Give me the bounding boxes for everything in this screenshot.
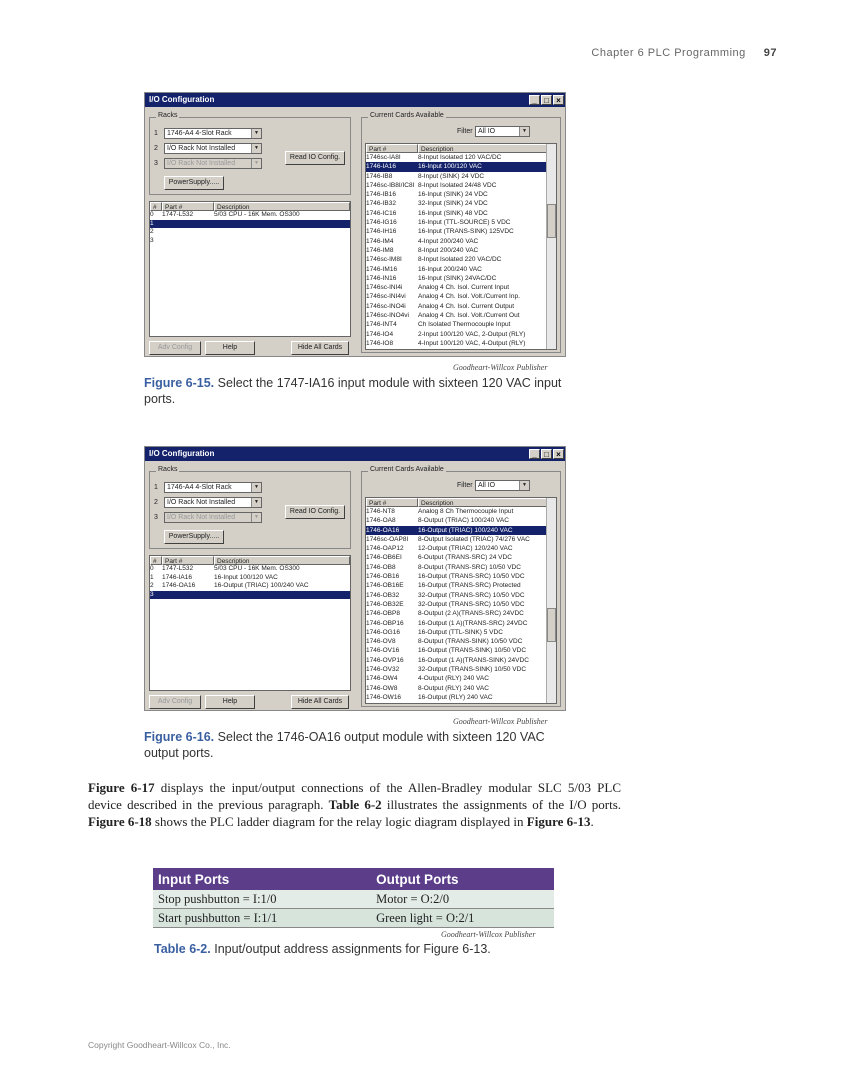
list-item[interactable]: 1746-OG16 16-Output (TTL-SINK) 5 VDC — [366, 628, 503, 636]
cards-rows — [366, 153, 556, 348]
scrollbar[interactable] — [546, 144, 556, 349]
col-hash: # — [150, 202, 162, 211]
list-item[interactable]: 1746-IG16 16-Input (TTL-SOURCE) 5 VDC — [366, 219, 511, 227]
list-item[interactable]: 1746-OV16 16-Output (TRANS-SINK) 10/50 VDC — [366, 647, 527, 655]
chevron-down-icon[interactable]: ▼ — [251, 483, 261, 492]
filter-label: Filter — [457, 128, 473, 135]
rack-2-value: I/O Rack Not Installed — [167, 145, 236, 152]
chapter-title: Chapter 6 PLC Programming — [591, 47, 746, 59]
list-item[interactable]: 1746-IB8 8-Input (SINK) 24 VDC — [366, 172, 485, 180]
list-item[interactable]: 1746-OB32 32-Output (TRANS-SRC) 10/50 VDC — [366, 591, 525, 599]
minimize-button[interactable]: _ — [529, 95, 540, 105]
list-item[interactable]: 1746-IB16 16-Input (SINK) 24 VDC — [366, 191, 488, 199]
page-number: 97 — [763, 47, 777, 59]
list-item[interactable]: 1746-IM8 8-Input 200/240 VAC — [366, 246, 479, 254]
table-row[interactable]: 0 1747-L532 5/03 CPU - 16K Mem. OS300 — [150, 211, 300, 218]
help-button[interactable]: Help — [205, 695, 255, 709]
hide-all-cards-button[interactable]: Hide All Cards — [291, 695, 349, 709]
cards-list-header — [366, 144, 556, 153]
list-item[interactable]: 1746-OB8 8-Output (TRANS-SRC) 10/50 VDC — [366, 563, 521, 571]
rack-2-select[interactable] — [164, 497, 262, 508]
filter-select[interactable] — [475, 480, 530, 491]
window-title: I/O Configuration — [149, 95, 215, 104]
col-desc: Description — [214, 202, 350, 211]
body-paragraph: Figure 6-17 displays the input/output connections of the Allen-Bradley modular SLC 5/03 PLC device described in the previous paragraph. Table 6-2 illustrates the assignments of the I/O ports. Figure 6-18 shows the PLC ladder diagram for the relay logic diagram displayed in Figure 6-13. — [88, 780, 622, 829]
list-item[interactable]: 1746-IC16 16-Input (SINK) 48 VDC — [366, 209, 488, 217]
rack-3-select[interactable] — [164, 512, 262, 523]
rack-2-value: I/O Rack Not Installed — [167, 499, 236, 506]
table-row[interactable]: 1 1746-IA16 16-Input 100/120 VAC — [150, 573, 278, 581]
racks-label: Racks — [158, 112, 178, 119]
rack-3-select[interactable] — [164, 158, 262, 169]
chevron-down-icon[interactable]: ▼ — [519, 127, 529, 136]
list-item[interactable]: 1746sc-INI4vi Analog 4 Ch. Isol. Volt./Current Inp. — [366, 293, 520, 301]
close-button[interactable]: × — [553, 449, 564, 459]
list-item[interactable]: 1746-INT4 Ch Isolated Thermocouple Input — [366, 321, 511, 329]
rack-2-select[interactable] — [164, 143, 262, 154]
col-part: Part # — [162, 556, 214, 565]
list-item[interactable]: 1746sc-INO4i Analog 4 Ch. Isol. Current Output — [366, 302, 515, 310]
window-title: I/O Configuration — [149, 449, 215, 458]
table-row[interactable]: 2 — [150, 228, 154, 235]
hide-all-cards-button[interactable]: Hide All Cards — [291, 341, 349, 355]
read-io-config-button[interactable]: Read IO Config. — [285, 505, 345, 519]
list-item[interactable]: 1746-IO4 2-Input 100/120 VAC, 2-Output (RLY) — [366, 330, 526, 338]
chevron-down-icon[interactable]: ▼ — [251, 513, 261, 522]
figure-ref: Figure 6-17 — [88, 780, 155, 795]
io-assignment-table — [153, 868, 554, 928]
table-row: Stop pushbutton = I:1/0 Motor = O:2/0 — [153, 890, 554, 909]
list-item[interactable]: 1746sc-OAP8I 8-Output Isolated (TRIAC) 74/276 VAC — [366, 535, 530, 543]
rack-slot-list[interactable] — [149, 201, 351, 337]
list-item[interactable]: 1746sc-INI4i Analog 4 Ch. Isol. Current Input — [366, 284, 510, 292]
current-cards-label: Current Cards Available — [370, 112, 444, 119]
list-item[interactable]: 1746-OB16E 16-Output (TRANS-SRC) Protected — [366, 582, 521, 590]
cards-list[interactable] — [365, 497, 557, 704]
racks-label: Racks — [158, 466, 178, 473]
title-bar — [145, 93, 565, 107]
rack-list-header — [150, 202, 350, 211]
figure-caption — [144, 729, 574, 761]
rack-3-value: I/O Rack Not Installed — [167, 514, 236, 521]
scrollbar-thumb[interactable] — [547, 608, 556, 642]
power-supply-button[interactable]: PowerSupply..... — [164, 530, 224, 544]
rack-number: 1 — [154, 130, 158, 137]
title-bar — [145, 447, 565, 461]
list-item[interactable]: 1746sc-IA8I 8-Input Isolated 120 VAC/DC — [366, 154, 502, 161]
list-item[interactable]: 1746-OV32 32-Output (TRANS-SINK) 10/50 VDC — [366, 666, 527, 674]
io-config-window-fig16 — [144, 446, 566, 711]
table-ref: Table 6-2 — [328, 797, 382, 812]
rack-1-select[interactable] — [164, 482, 262, 493]
cards-list-header — [366, 498, 556, 507]
copyright-footer: Copyright Goodheart-Willcox Co., Inc. — [88, 1040, 231, 1050]
table-header-row — [153, 868, 554, 890]
list-item[interactable]: 1746-IB32 32-Input (SINK) 24 VDC — [366, 200, 488, 208]
list-item[interactable]: 1746-OB6EI 6-Output (TRANS-SRC) 24 VDC — [366, 554, 512, 562]
header-output-ports: Output Ports — [371, 868, 554, 890]
chevron-down-icon[interactable]: ▼ — [251, 159, 261, 168]
col-part: Part # — [366, 498, 418, 507]
chevron-down-icon[interactable]: ▼ — [251, 144, 261, 153]
list-item[interactable]: 1746sc-IM8I 8-Input Isolated 220 VAC/DC — [366, 256, 502, 264]
filter-value: All IO — [478, 482, 496, 489]
list-item[interactable]: 1746-IH16 16-Input (TRANS-SINK) 125VDC — [366, 228, 514, 236]
list-item[interactable]: 1746-OBP8 8-Output (2 A)(TRANS-SRC) 24VDC — [366, 610, 524, 618]
table-row: Start pushbutton = I:1/1 Green light = O:2/1 — [153, 909, 554, 928]
close-button[interactable]: × — [553, 95, 564, 105]
caption-label: Figure 6-15. — [144, 376, 215, 390]
io-config-window-fig15 — [144, 92, 566, 357]
list-item[interactable]: 1746-OAP12 12-Output (TRIAC) 120/240 VAC — [366, 545, 513, 553]
col-part: Part # — [162, 202, 214, 211]
cards-rows — [366, 507, 556, 702]
table-caption — [154, 942, 491, 956]
list-item[interactable]: 1746-OW4 4-Output (RLY) 240 VAC — [366, 675, 489, 683]
list-item[interactable]: 1746-IA16 16-Input 100/120 VAC — [366, 162, 556, 171]
caption-text: Select the 1747-IA16 input module with sixteen 120 VAC input ports. — [144, 376, 562, 406]
list-item[interactable]: 1746-OW8 8-Output (RLY) 240 VAC — [366, 684, 489, 692]
caption-text: Select the 1746-OA16 output module with sixteen 120 VAC output ports. — [144, 730, 545, 760]
list-item[interactable]: 1746-OB16 16-Output (TRANS-SRC) 10/50 VDC — [366, 573, 525, 581]
caption-text: Input/output address assignments for Figure 6-13. — [214, 942, 491, 956]
cards-list[interactable] — [365, 143, 557, 350]
rack-number: 3 — [154, 514, 158, 521]
rack-number: 2 — [154, 499, 158, 506]
list-item[interactable]: 1746-OB32E 32-Output (TRANS-SRC) 10/50 VDC — [366, 600, 525, 608]
chevron-down-icon[interactable]: ▼ — [251, 129, 261, 138]
list-item[interactable]: 1746-NT8 Analog 8 Ch Thermocouple Input — [366, 508, 514, 515]
rack-slot-list[interactable] — [149, 555, 351, 691]
read-io-config-button[interactable]: Read IO Config. — [285, 151, 345, 165]
figure-ref: Figure 6-18 — [88, 814, 152, 829]
filter-value: All IO — [478, 128, 496, 135]
rack-3-value: I/O Rack Not Installed — [167, 160, 236, 167]
table-row[interactable]: 1 — [150, 220, 350, 229]
list-item[interactable]: 1746-IN16 16-Input (SINK) 24VAC/DC — [366, 274, 497, 282]
list-item[interactable]: 1746-OVP16 16-Output (1 A)(TRANS-SINK) 24VDC — [366, 656, 529, 664]
rack-number: 2 — [154, 145, 158, 152]
list-item[interactable]: 1746-OA8 8-Output (TRIAC) 100/240 VAC — [366, 517, 509, 525]
filter-select[interactable] — [475, 126, 530, 137]
caption-label: Table 6-2. — [154, 942, 211, 956]
col-desc: Description — [418, 144, 556, 153]
list-item[interactable]: 1746-OBP16 16-Output (1 A)(TRANS-SRC) 24VDC — [366, 619, 528, 627]
rack-list-header — [150, 556, 350, 565]
current-cards-label: Current Cards Available — [370, 466, 444, 473]
minimize-button[interactable]: _ — [529, 449, 540, 459]
list-item[interactable]: 1746-IO8 4-Input 100/120 VAC, 4-Output (RLY) — [366, 339, 526, 347]
figure-credit: Goodheart-Willcox Publisher — [453, 363, 548, 372]
running-header — [591, 47, 777, 59]
table-credit: Goodheart-Willcox Publisher — [441, 930, 536, 939]
caption-label: Figure 6-16. — [144, 730, 215, 744]
list-item[interactable]: 1746-IM16 16-Input 200/240 VAC — [366, 265, 482, 273]
figure-credit: Goodheart-Willcox Publisher — [453, 717, 548, 726]
col-desc: Description — [214, 556, 350, 565]
table-row[interactable]: 0 1747-L532 5/03 CPU - 16K Mem. OS300 — [150, 565, 300, 572]
scrollbar[interactable] — [546, 498, 556, 703]
table-row[interactable]: 3 — [150, 591, 350, 600]
adv-config-button[interactable]: Adv Config — [149, 341, 201, 355]
list-item[interactable]: 1746-OV8 8-Output (TRANS-SINK) 10/50 VDC — [366, 638, 523, 646]
rack-number: 1 — [154, 484, 158, 491]
maximize-button[interactable]: □ — [541, 449, 552, 459]
rack-number: 3 — [154, 160, 158, 167]
help-button[interactable]: Help — [205, 341, 255, 355]
list-item[interactable]: 1746-OW16 16-Output (RLY) 240 VAC — [366, 693, 493, 701]
col-part: Part # — [366, 144, 418, 153]
scrollbar-thumb[interactable] — [547, 204, 556, 238]
rack-1-select[interactable] — [164, 128, 262, 139]
table-row[interactable]: 3 — [150, 236, 154, 244]
chevron-down-icon[interactable]: ▼ — [519, 481, 529, 490]
list-item[interactable]: 1746sc-IB8I/IC8I 8-Input Isolated 24/48 VDC — [366, 181, 497, 189]
header-input-ports: Input Ports — [153, 868, 371, 890]
power-supply-button[interactable]: PowerSupply..... — [164, 176, 224, 190]
chevron-down-icon[interactable]: ▼ — [251, 498, 261, 507]
col-hash: # — [150, 556, 162, 565]
rack-1-value: 1746-A4 4-Slot Rack — [167, 484, 232, 491]
figure-caption — [144, 375, 574, 407]
maximize-button[interactable]: □ — [541, 95, 552, 105]
filter-label: Filter — [457, 482, 473, 489]
list-item[interactable]: 1746-IM4 4-Input 200/240 VAC — [366, 237, 479, 245]
col-desc: Description — [418, 498, 556, 507]
figure-ref: Figure 6-13 — [526, 814, 591, 829]
adv-config-button[interactable]: Adv Config — [149, 695, 201, 709]
table-row[interactable]: 2 1746-OA16 16-Output (TRIAC) 100/240 VAC — [150, 582, 309, 589]
list-item[interactable]: 1746sc-INO4vi Analog 4 Ch. Isol. Volt./Current Out — [366, 312, 520, 320]
rack-1-value: 1746-A4 4-Slot Rack — [167, 130, 232, 137]
list-item[interactable]: 1746-OA16 16-Output (TRIAC) 100/240 VAC — [366, 526, 556, 535]
